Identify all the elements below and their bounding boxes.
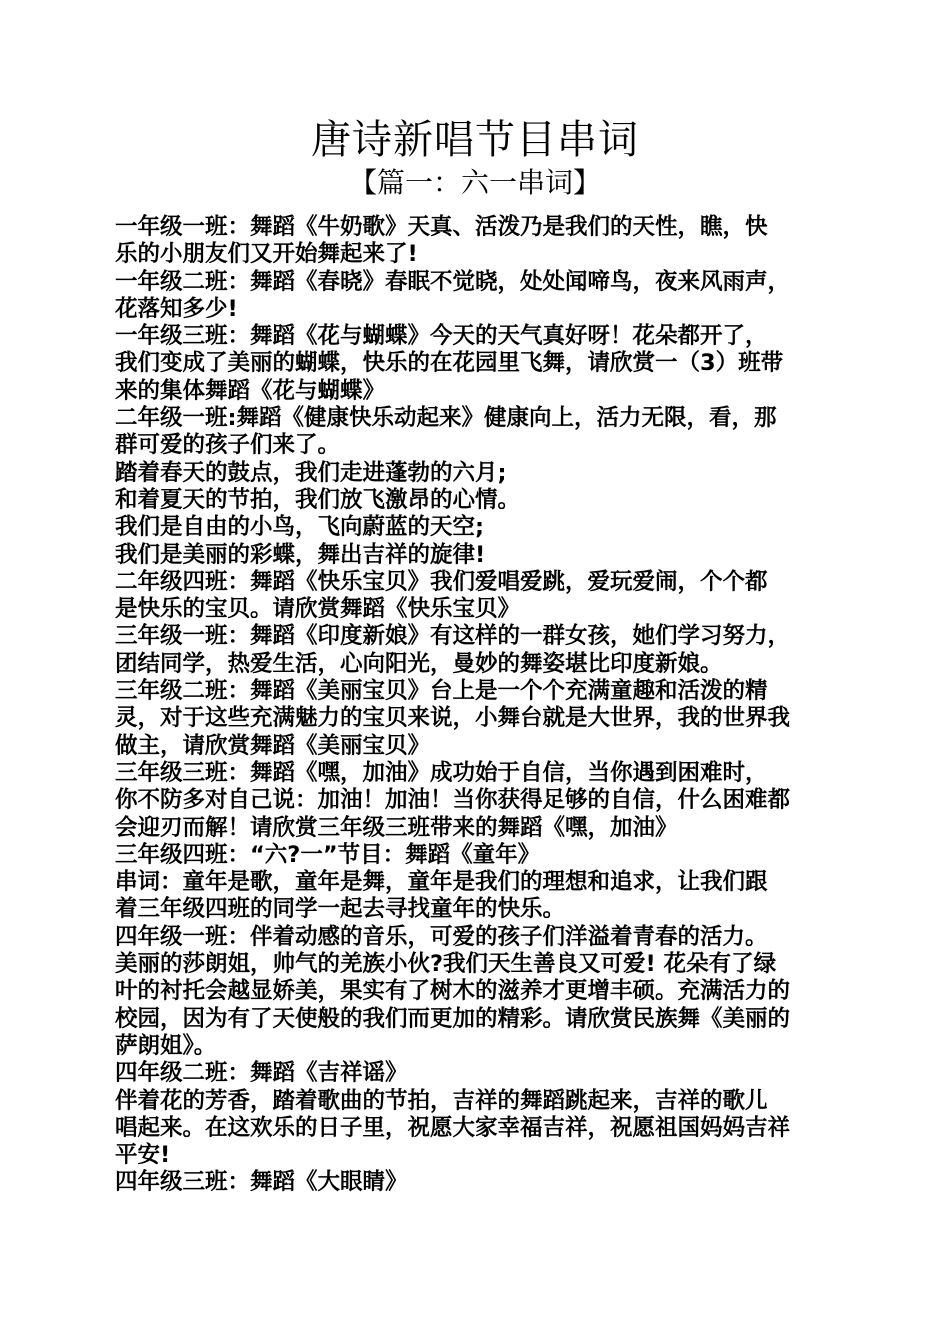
text-line: 是快乐的宝贝。请欣赏舞蹈《快乐宝贝》	[115, 596, 521, 623]
text-line: 四年级三班：舞蹈《大眼睛》	[115, 1169, 408, 1196]
text-line: 平安!	[115, 1142, 171, 1169]
text-line: 伴着花的芳香，踏着歌曲的节拍，吉祥的舞蹈跳起来，吉祥的歌儿	[115, 1087, 768, 1114]
text-line: 二年级四班：舞蹈《快乐宝贝》我们爱唱爱跳，爱玩爱闹，个个都	[115, 568, 768, 595]
text-line: 二年级一班:舞蹈《健康快乐动起来》健康向上，活力无限，看，那	[115, 405, 777, 432]
text-line: 我们是美丽的彩蝶，舞出吉祥的旋律!	[115, 541, 486, 568]
text-line: 你不防多对自己说：加油！加油！当你获得足够的自信，什么困难都	[115, 787, 791, 814]
text-line: 我们变成了美丽的蝴蝶，快乐的在花园里飞舞，请欣赏一（3）班带	[115, 350, 784, 377]
text-line: 三年级四班：“六?一”节目：舞蹈《童年》	[115, 841, 541, 868]
text-line: 一年级三班：舞蹈《花与蝴蝶》今天的天气真好呀！花朵都开了，	[115, 323, 768, 350]
document-body	[115, 214, 840, 1197]
text-line: 萨朗姐》。	[115, 1032, 217, 1059]
text-line: 群可爱的孩子们来了。	[115, 432, 341, 459]
text-line: 和着夏天的节拍，我们放飞激昂的心情。	[115, 486, 521, 513]
document-subtitle: 【篇一：六一串词】	[348, 166, 601, 199]
text-line: 唱起来。在这欢乐的日子里，祝愿大家幸福吉祥，祝愿祖国妈妈吉祥	[115, 1114, 791, 1141]
text-line: 四年级一班：伴着动感的音乐，可爱的孩子们洋溢着青春的活力。	[115, 923, 768, 950]
text-line: 串词：童年是歌，童年是舞，童年是我们的理想和追求，让我们跟	[115, 869, 768, 896]
text-line: 叶的衬托会越显娇美，果实有了树木的滋养才更增丰硕。充满活力的	[115, 978, 791, 1005]
text-line: 四年级二班：舞蹈《吉祥谣》	[115, 1060, 408, 1087]
text-line: 三年级三班：舞蹈《嘿，加油》成功始于自信，当你遇到困难时，	[115, 759, 768, 786]
text-line: 踏着春天的鼓点，我们走进蓬勃的六月;	[115, 459, 507, 486]
text-line: 会迎刃而解！请欣赏三年级三班带来的舞蹈《嘿，加油》	[115, 814, 678, 841]
text-line: 乐的小朋友们又开始舞起来了!	[115, 241, 418, 268]
text-line: 来的集体舞蹈《花与蝴蝶》	[115, 377, 386, 404]
text-line: 校园，因为有了天使般的我们而更加的精彩。请欣赏民族舞《美丽的	[115, 1005, 791, 1032]
text-line: 三年级二班：舞蹈《美丽宝贝》台上是一个个充满童趣和活泼的精	[115, 678, 768, 705]
text-line: 做主，请欣赏舞蹈《美丽宝贝》	[115, 732, 431, 759]
text-line: 我们是自由的小鸟，飞向蔚蓝的天空;	[115, 514, 484, 541]
text-line: 花落知多少!	[115, 295, 238, 322]
text-line: 灵，对于这些充满魅力的宝贝来说，小舞台就是大世界，我的世界我	[115, 705, 791, 732]
text-line: 一年级二班：舞蹈《春晓》春眠不觉晓，处处闻啼鸟，夜来风雨声，	[115, 268, 791, 295]
text-line: 着三年级四班的同学一起去寻找童年的快乐。	[115, 896, 566, 923]
text-line: 美丽的莎朗姐，帅气的羌族小伙?我们天生善良又可爱! 花朵有了绿	[115, 951, 777, 978]
text-line: 团结同学，热爱生活，心向阳光，曼妙的舞姿堪比印度新娘。	[115, 650, 723, 677]
text-line: 三年级一班：舞蹈《印度新娘》有这样的一群女孩，她们学习努力，	[115, 623, 791, 650]
text-line: 一年级一班：舞蹈《牛奶歌》天真、活泼乃是我们的天性，瞧，快	[115, 214, 768, 240]
document-title: 唐诗新唱节目串词	[311, 117, 639, 163]
